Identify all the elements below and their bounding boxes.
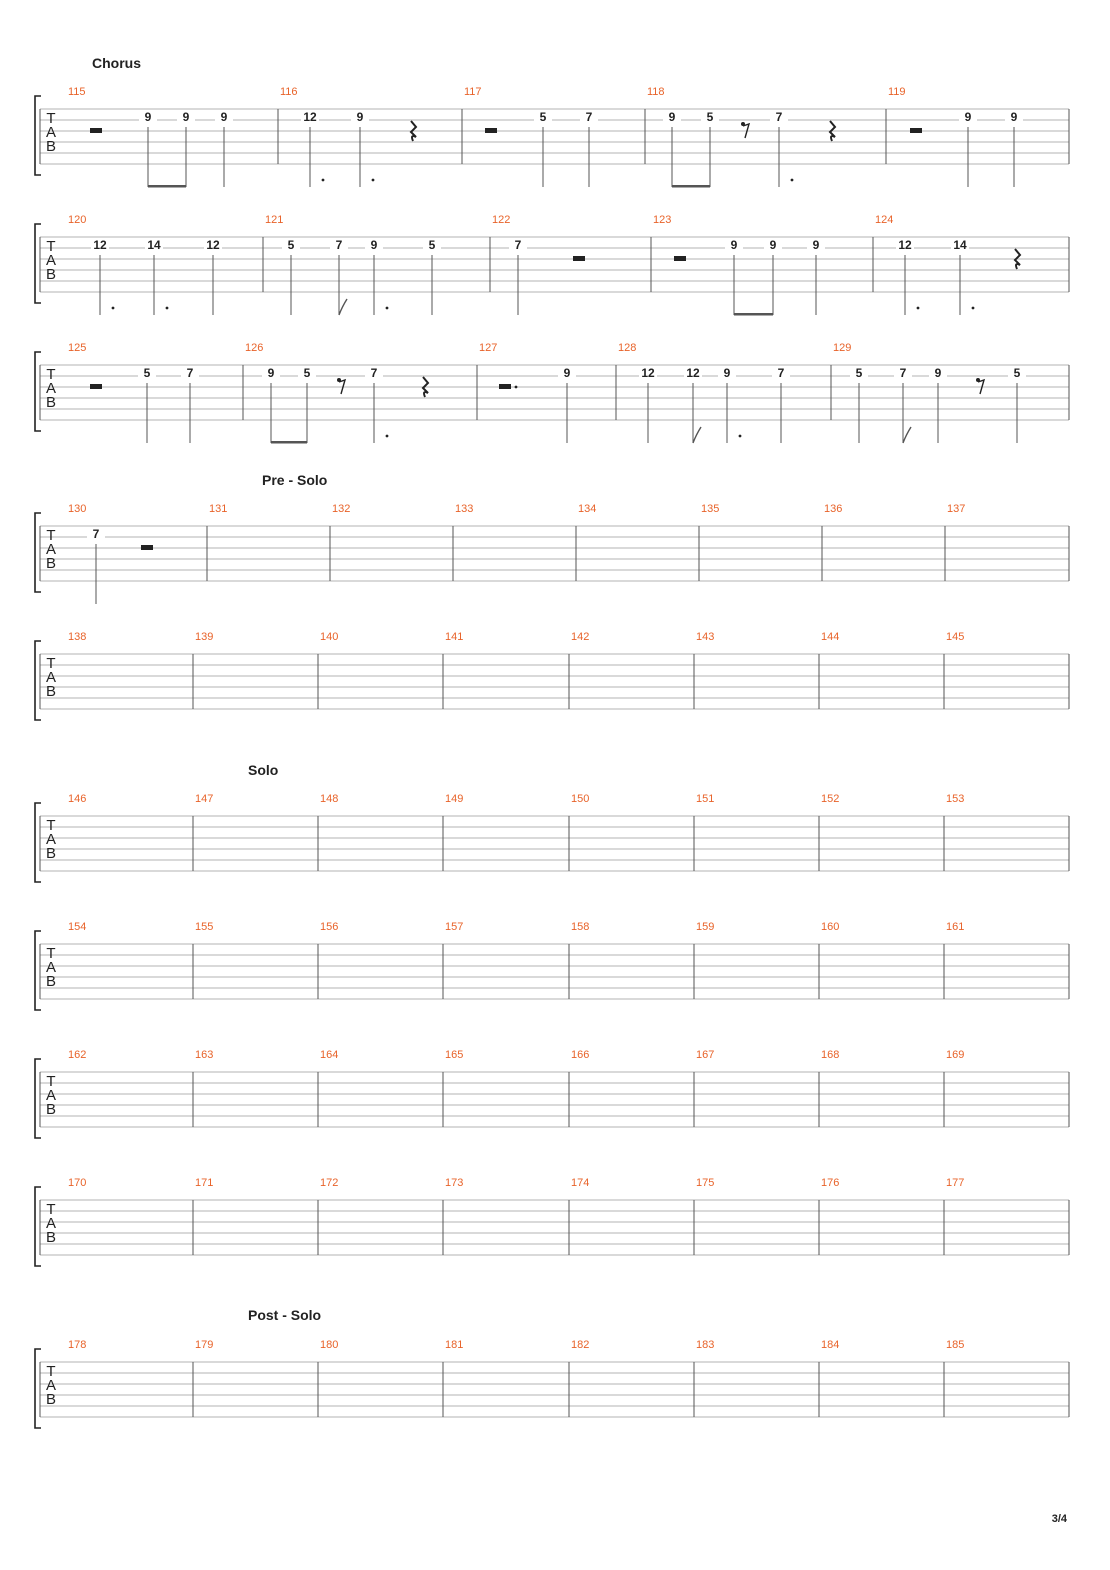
fret-number: 9: [220, 110, 228, 124]
half-rest: [674, 256, 686, 261]
fret-number: 9: [267, 366, 275, 380]
fret-number: 14: [147, 238, 161, 252]
tab-staff: [35, 513, 1069, 592]
fret-number: 7: [186, 366, 194, 380]
note-beam: [148, 185, 186, 188]
measure-number: 143: [696, 631, 715, 643]
augmentation-dot: [791, 179, 794, 182]
measure-number: 160: [821, 921, 840, 933]
measure-number: 128: [618, 342, 637, 354]
measure-number: 169: [946, 1049, 965, 1061]
measure-number: 158: [571, 921, 590, 933]
measure-number: 134: [578, 503, 597, 515]
fret-number: 5: [855, 366, 863, 380]
tab-clef-letter: A: [45, 1377, 57, 1394]
measure-number: 118: [647, 86, 665, 98]
augmentation-dot: [112, 307, 115, 310]
measure-number: 166: [571, 1049, 590, 1061]
measure-number: 121: [265, 214, 284, 226]
fret-number: 7: [92, 527, 100, 541]
measure-number: 138: [68, 631, 87, 643]
rest-dot: [515, 386, 518, 389]
note-beam: [271, 441, 307, 444]
fret-number: 12: [303, 110, 317, 124]
augmentation-dot: [372, 179, 375, 182]
tab-clef-letter: A: [45, 959, 57, 976]
augmentation-dot: [166, 307, 169, 310]
measure-number: 140: [320, 631, 339, 643]
note-beam: [734, 313, 773, 316]
tab-clef-letter: B: [45, 973, 57, 990]
measure-number: 179: [195, 1339, 214, 1351]
tab-clef-letter: T: [46, 817, 56, 834]
note-flag: [903, 427, 911, 443]
fret-number: 9: [723, 366, 731, 380]
page-number: 3/4: [1051, 1513, 1067, 1525]
fret-number: 7: [514, 238, 522, 252]
measure-number: 175: [696, 1177, 715, 1189]
measure-number: 177: [946, 1177, 965, 1189]
measure-number: 150: [571, 793, 590, 805]
tab-clef-letter: A: [45, 252, 57, 269]
fret-number: 12: [686, 366, 700, 380]
measure-number: 184: [821, 1339, 840, 1351]
half-rest: [499, 384, 511, 389]
tab-staff: [35, 641, 1069, 720]
staff-layer: [35, 96, 1069, 1428]
measure-number: 170: [68, 1177, 87, 1189]
half-rest: [910, 128, 922, 133]
tab-clef-letter: T: [46, 1363, 56, 1380]
tab-clef-letter: A: [45, 124, 57, 141]
measure-number: 147: [195, 793, 214, 805]
fret-number: 12: [206, 238, 220, 252]
tab-clef-letter: A: [45, 669, 57, 686]
fret-number: 7: [335, 238, 343, 252]
measure-number: 123: [653, 214, 672, 226]
measure-number: 141: [445, 631, 464, 643]
tab-clef-letter: A: [45, 1215, 57, 1232]
tab-clef-letter: B: [45, 555, 57, 572]
measure-number: 185: [946, 1339, 965, 1351]
fret-number: 12: [641, 366, 655, 380]
fret-number: 5: [303, 366, 311, 380]
note-beam: [672, 185, 710, 188]
fret-number: 5: [428, 238, 436, 252]
measure-number: 119: [888, 86, 906, 98]
tab-clef-letter: A: [45, 831, 57, 848]
measure-number: 168: [821, 1049, 840, 1061]
half-rest: [90, 128, 102, 133]
tab-clef-letter: B: [45, 845, 57, 862]
tab-clef-letter: B: [45, 1101, 57, 1118]
fret-number: 5: [706, 110, 714, 124]
notation-layer: [87, 111, 1026, 604]
measure-number: 180: [320, 1339, 339, 1351]
half-rest: [90, 384, 102, 389]
tab-staff: [35, 224, 1069, 303]
tab-staff: [35, 1349, 1069, 1428]
fret-number: 7: [899, 366, 907, 380]
augmentation-dot: [739, 435, 742, 438]
fret-number: 12: [93, 238, 107, 252]
fret-number: 9: [668, 110, 676, 124]
fret-number: 9: [144, 110, 152, 124]
fret-number: 14: [953, 238, 967, 252]
measure-number: 183: [696, 1339, 715, 1351]
half-rest: [485, 128, 497, 133]
fret-number: 7: [585, 110, 593, 124]
tab-staff: [35, 931, 1069, 1010]
measure-number: 163: [195, 1049, 214, 1061]
tab-clef-letter: A: [45, 1087, 57, 1104]
tab-clef-letter: B: [45, 1391, 57, 1408]
measure-number: 145: [946, 631, 965, 643]
measure-number: 122: [492, 214, 511, 226]
measure-number: 161: [946, 921, 965, 933]
tab-staff: [35, 803, 1069, 882]
fret-number: 9: [769, 238, 777, 252]
tab-clef-letter: A: [45, 380, 57, 397]
measure-number: 146: [68, 793, 87, 805]
half-rest: [573, 256, 585, 261]
measure-number: 117: [464, 86, 482, 98]
fret-number: 7: [777, 366, 785, 380]
measure-number: 181: [445, 1339, 464, 1351]
measure-number: 151: [696, 793, 715, 805]
tab-clef-letter: T: [46, 1073, 56, 1090]
tab-clef-letter: T: [46, 238, 56, 255]
fret-number: 9: [1010, 110, 1018, 124]
tab-clef-letter: T: [46, 1201, 56, 1218]
section-label: Chorus: [92, 55, 141, 71]
measure-number: 126: [245, 342, 264, 354]
measure-number: 152: [821, 793, 840, 805]
note-flag: [693, 427, 701, 443]
measure-number: 174: [571, 1177, 590, 1189]
measure-number: 165: [445, 1049, 464, 1061]
measure-number: 120: [68, 214, 87, 226]
measure-number: 129: [833, 342, 852, 354]
fret-number: 5: [287, 238, 295, 252]
fret-number: 7: [775, 110, 783, 124]
measure-number: 135: [701, 503, 720, 515]
measure-number: 167: [696, 1049, 715, 1061]
measure-number: 136: [824, 503, 843, 515]
tab-clef-letter: T: [46, 945, 56, 962]
measure-number: 144: [821, 631, 840, 643]
fret-number: 9: [182, 110, 190, 124]
tab-clef-letter: B: [45, 266, 57, 283]
tab-clef-letter: T: [46, 366, 56, 383]
measure-number: 149: [445, 793, 464, 805]
measure-number: 156: [320, 921, 339, 933]
measure-number: 173: [445, 1177, 464, 1189]
tab-staff: [35, 1187, 1069, 1266]
section-label: Solo: [248, 762, 279, 778]
measure-number: 154: [68, 921, 87, 933]
fret-number: 12: [898, 238, 912, 252]
fret-number: 9: [563, 366, 571, 380]
measure-number: 116: [280, 86, 298, 98]
measure-number: 131: [209, 503, 228, 515]
measure-number: 133: [455, 503, 474, 515]
note-flag: [339, 299, 347, 315]
measure-number: 164: [320, 1049, 339, 1061]
measure-number: 132: [332, 503, 351, 515]
tab-clef-letter: B: [45, 138, 57, 155]
measure-number: 172: [320, 1177, 339, 1189]
measure-number: 157: [445, 921, 464, 933]
fret-number: 5: [1013, 366, 1021, 380]
measure-number: 159: [696, 921, 715, 933]
measure-number: 182: [571, 1339, 590, 1351]
augmentation-dot: [322, 179, 325, 182]
measure-number: 176: [821, 1177, 840, 1189]
tab-clef-letter: B: [45, 683, 57, 700]
tab-clef-letter: B: [45, 1229, 57, 1246]
augmentation-dot: [386, 435, 389, 438]
fret-number: 9: [964, 110, 972, 124]
section-label: Pre - Solo: [262, 472, 328, 488]
tab-clef-letter: T: [46, 110, 56, 127]
measure-number: 125: [68, 342, 87, 354]
measure-number: 139: [195, 631, 214, 643]
augmentation-dot: [917, 307, 920, 310]
fret-number: 9: [356, 110, 364, 124]
augmentation-dot: [972, 307, 975, 310]
section-label: Post - Solo: [248, 1307, 322, 1323]
fret-number: 5: [143, 366, 151, 380]
tab-clef-letter: A: [45, 541, 57, 558]
tab-staff: [35, 96, 1069, 175]
fret-number: 5: [539, 110, 547, 124]
fret-number: 9: [934, 366, 942, 380]
measure-number: 171: [195, 1177, 214, 1189]
fret-number: 9: [812, 238, 820, 252]
text-layer: [46, 55, 1068, 1525]
tab-clef-letter: B: [45, 394, 57, 411]
tab-clef-letter: T: [46, 655, 56, 672]
half-rest: [141, 545, 153, 550]
measure-number: 115: [68, 86, 86, 98]
measure-number: 124: [875, 214, 894, 226]
fret-number: 7: [370, 366, 378, 380]
measure-number: 153: [946, 793, 965, 805]
measure-number: 130: [68, 503, 87, 515]
measure-number: 127: [479, 342, 498, 354]
augmentation-dot: [386, 307, 389, 310]
fret-number: 9: [370, 238, 378, 252]
measure-number: 155: [195, 921, 214, 933]
measure-number: 137: [947, 503, 966, 515]
fret-number: 9: [730, 238, 738, 252]
tab-clef-letter: T: [46, 527, 56, 544]
measure-number: 178: [68, 1339, 87, 1351]
measure-number: 148: [320, 793, 339, 805]
measure-number: 142: [571, 631, 590, 643]
measure-number: 162: [68, 1049, 87, 1061]
tab-staff: [35, 1059, 1069, 1138]
